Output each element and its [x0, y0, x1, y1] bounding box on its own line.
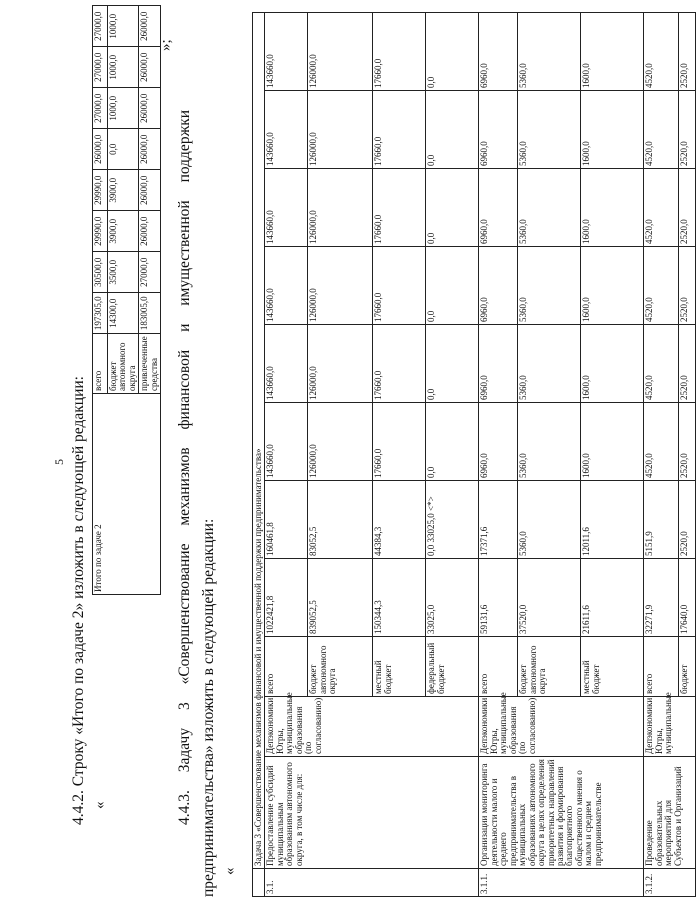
row-description: Проведение образовательных мероприятий для Субъектов и Организаций	[644, 757, 696, 869]
value-cell: 4520,0	[644, 325, 679, 403]
value-cell: 2520,0	[679, 12, 696, 90]
quote-open: «	[92, 801, 108, 809]
value-cell: 1000,0	[108, 6, 139, 47]
value-cell: 0,0	[426, 403, 479, 481]
value-cell: 4520,0	[644, 169, 679, 247]
value-cell: 4520,0	[644, 91, 679, 169]
row-executor: Депэкономики Югры, муниципальные образования (по согласованию)	[479, 697, 644, 757]
value-cell: 17660,0	[373, 247, 426, 325]
value-cell: 3900,0	[108, 170, 139, 211]
value-cell: 160461,8	[265, 481, 308, 559]
value-cell: 3500,0	[108, 252, 139, 293]
source-cell: привлеченные средства	[139, 334, 161, 394]
value-cell: 26000,0	[139, 129, 161, 170]
source-cell: бюджет	[679, 637, 696, 697]
paragraph-4-4-2: 4.4.2. Строку «Итого по задаче 2» изложить в следующей редакции:	[70, 376, 87, 825]
value-cell: 6960,0	[479, 325, 518, 403]
value-cell: 2520,0	[679, 169, 696, 247]
value-cell: 26000,0	[139, 88, 161, 129]
value-cell: 197305,0	[93, 293, 108, 334]
value-cell: 5360,0	[518, 12, 581, 90]
paragraph-4-4-3-line2: предпринимательства» изложить в следующей редакции:	[200, 518, 217, 897]
value-cell: 0,0	[108, 129, 139, 170]
value-cell: 0,0	[426, 12, 479, 90]
row-description: Предоставление субсидий муниципальным образованиям автономного округа, в том числе для:	[265, 757, 479, 869]
value-cell: 1600,0	[581, 247, 644, 325]
value-cell: 6960,0	[479, 169, 518, 247]
value-cell: 27000,0	[139, 252, 161, 293]
value-cell: 2520,0	[679, 325, 696, 403]
value-cell: 1600,0	[581, 91, 644, 169]
value-cell: 12011,6	[581, 481, 644, 559]
value-cell: 143660,0	[265, 325, 308, 403]
source-cell: бюджет автономного округа	[108, 334, 139, 394]
value-cell: 143660,0	[265, 169, 308, 247]
task3-table	[252, 12, 696, 897]
value-cell: 126000,0	[308, 169, 373, 247]
source-cell: местный бюджет	[581, 637, 644, 697]
task3-header: Задача 3 «Совершенствование механизмов финансовой и имущественной поддержки предпринимательства»	[253, 12, 265, 868]
paragraph-4-4-3-line1: 4.4.3. Задачу 3 «Совершенствование механизмов финансовой и имущественной поддержки	[176, 109, 193, 825]
value-cell: 0,0	[426, 247, 479, 325]
value-cell: 26000,0	[93, 129, 108, 170]
value-cell: 839052,5	[308, 559, 373, 637]
value-cell: 126000,0	[308, 403, 373, 481]
value-cell: 1600,0	[581, 325, 644, 403]
value-cell: 26000,0	[139, 211, 161, 252]
source-cell: бюджет автономного округа	[308, 637, 373, 697]
value-cell: 6960,0	[479, 403, 518, 481]
value-cell: 1000,0	[108, 88, 139, 129]
value-cell: 0,0 33025,0 <*>	[426, 481, 479, 559]
itogo-label: Итого по задаче 2	[93, 394, 161, 595]
value-cell: 17660,0	[373, 91, 426, 169]
value-cell: 27000,0	[93, 88, 108, 129]
value-cell: 27000,0	[93, 6, 108, 47]
value-cell: 1600,0	[581, 12, 644, 90]
value-cell: 6960,0	[479, 12, 518, 90]
value-cell: 3900,0	[108, 211, 139, 252]
value-cell: 32271,9	[644, 559, 679, 637]
source-cell: всего	[265, 637, 308, 697]
value-cell: 5151,9	[644, 481, 679, 559]
value-cell: 150344,3	[373, 559, 426, 637]
quote-open-2: «	[222, 867, 238, 875]
value-cell: 1600,0	[581, 403, 644, 481]
value-cell: 33025,0	[426, 559, 479, 637]
source-cell: всего	[644, 637, 679, 697]
table-row	[479, 12, 518, 896]
row-executor: Депэкономики Югры, муниципальные	[644, 697, 696, 757]
value-cell: 17660,0	[373, 403, 426, 481]
value-cell: 1022421,8	[265, 559, 308, 637]
source-cell: местный бюджет	[373, 637, 426, 697]
quote-close: »;	[158, 39, 174, 51]
value-cell: 27000,0	[93, 47, 108, 88]
value-cell: 14300,0	[108, 293, 139, 334]
value-cell: 183005,0	[139, 293, 161, 334]
value-cell: 143660,0	[265, 91, 308, 169]
row-number: 3.1.	[265, 869, 479, 897]
value-cell: 2520,0	[679, 481, 696, 559]
value-cell: 5360,0	[518, 403, 581, 481]
value-cell: 0,0	[426, 91, 479, 169]
value-cell: 21611,6	[581, 559, 644, 637]
value-cell: 17640,0	[679, 559, 696, 637]
table-row	[265, 12, 308, 896]
value-cell: 143660,0	[265, 403, 308, 481]
value-cell: 6960,0	[479, 247, 518, 325]
value-cell: 1600,0	[581, 169, 644, 247]
value-cell: 4520,0	[644, 12, 679, 90]
source-cell: федеральный бюджет	[426, 637, 479, 697]
table-row	[93, 6, 108, 595]
value-cell: 4520,0	[644, 403, 679, 481]
source-cell: всего	[479, 637, 518, 697]
value-cell: 17371,6	[479, 481, 518, 559]
value-cell: 126000,0	[308, 91, 373, 169]
value-cell: 17660,0	[373, 325, 426, 403]
value-cell: 5360,0	[518, 481, 581, 559]
value-cell: 126000,0	[308, 12, 373, 90]
value-cell: 5360,0	[518, 91, 581, 169]
value-cell: 2520,0	[679, 91, 696, 169]
value-cell: 0,0	[426, 169, 479, 247]
task3-header-row	[253, 12, 265, 896]
value-cell: 143660,0	[265, 12, 308, 90]
value-cell: 143660,0	[265, 247, 308, 325]
value-cell: 17660,0	[373, 12, 426, 90]
table-row	[644, 12, 679, 896]
value-cell: 26000,0	[139, 6, 161, 47]
row-number: 3.1.2.	[644, 869, 696, 897]
itogo-table	[92, 5, 161, 595]
source-cell: всего	[93, 334, 108, 394]
value-cell: 37520,0	[518, 559, 581, 637]
value-cell: 5360,0	[518, 169, 581, 247]
value-cell: 126000,0	[308, 325, 373, 403]
value-cell: 0,0	[426, 325, 479, 403]
value-cell: 17660,0	[373, 169, 426, 247]
row-description: Организации мониторинга деятельности малого и среднего предпринимательства в муниципальных образованиях автономного округа в целях определения приоритетных направлений развития и формирования благоприятного общественного мнения о малом и среднем предпринимательстве	[479, 757, 644, 869]
row-executor: Депэкономики Югры, муниципальные образования (по согласованию)	[265, 697, 479, 757]
value-cell: 5360,0	[518, 325, 581, 403]
value-cell: 59131,6	[479, 559, 518, 637]
value-cell: 5360,0	[518, 247, 581, 325]
value-cell: 29990,0	[93, 211, 108, 252]
value-cell: 2520,0	[679, 247, 696, 325]
value-cell: 83052,5	[308, 481, 373, 559]
value-cell: 30500,0	[93, 252, 108, 293]
page-number: 5	[52, 459, 66, 465]
value-cell: 29990,0	[93, 170, 108, 211]
row-number: 3.1.1.	[479, 869, 644, 897]
value-cell: 26000,0	[139, 170, 161, 211]
value-cell: 6960,0	[479, 91, 518, 169]
value-cell: 126000,0	[308, 247, 373, 325]
value-cell: 4520,0	[644, 247, 679, 325]
value-cell: 26000,0	[139, 47, 161, 88]
value-cell: 44384,3	[373, 481, 426, 559]
value-cell: 1000,0	[108, 47, 139, 88]
value-cell: 2520,0	[679, 403, 696, 481]
source-cell: бюджет автономного округа	[518, 637, 581, 697]
